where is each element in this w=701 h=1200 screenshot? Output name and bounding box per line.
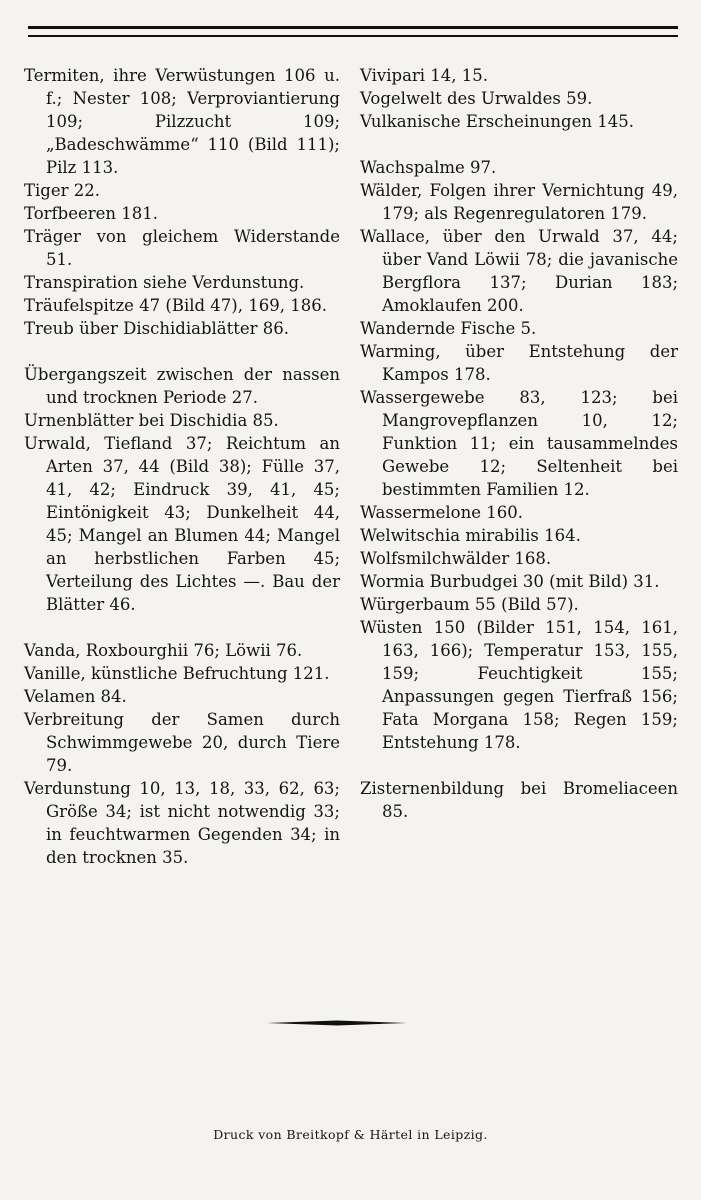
index-entry: Vogelwelt des Urwaldes 59.: [360, 89, 593, 108]
section-gap: [360, 754, 678, 777]
printer-imprint: Druck von Breitkopf & Härtel in Leipzig.: [213, 1127, 488, 1142]
index-entry: Urnenblätter bei Dischidia 85.: [24, 411, 279, 430]
header-rule-thin: [28, 35, 678, 37]
index-entry: Wormia Burbudgei 30 (mit Bild) 31.: [360, 572, 660, 591]
end-ornament-rule: [267, 1020, 407, 1024]
index-entry: Tiger 22.: [24, 181, 100, 200]
index-entry: Torfbeeren 181.: [24, 204, 159, 223]
index-entry: Warming, über Entstehung der Kampos 178.: [360, 342, 678, 384]
index-entry: Verbreitung der Samen durch Schwimmgewebe 20, durch Tiere 79.: [24, 710, 340, 775]
index-entry: Wälder, Folgen ihrer Vernichtung 49, 179; als Regenregulatoren 179.: [360, 181, 678, 223]
section-gap: [24, 340, 340, 363]
index-entry: Transpiration siehe Verdunstung.: [24, 273, 305, 292]
index-entry: Wallace, über den Urwald 37, 44; über Vand Löwii 78; die javanische Bergflora 137; Durian 183; Amoklaufen 200.: [360, 227, 678, 315]
index-column-left: [24, 64, 340, 869]
index-entry: Vulkanische Erscheinungen 145.: [360, 112, 634, 131]
index-entry: Wandernde Fische 5.: [360, 319, 537, 338]
index-entry: Träger von gleichem Widerstande 51.: [24, 227, 340, 269]
header-rule-thick: [28, 26, 678, 29]
index-entry: Velamen 84.: [24, 687, 127, 706]
index-entry: Vivipari 14, 15.: [360, 66, 489, 85]
section-gap: [24, 616, 340, 639]
index-entry: Wolfsmilchwälder 168.: [360, 549, 552, 568]
index-entry: Verdunstung 10, 13, 18, 33, 62, 63; Größe 34; ist nicht notwendig 33; in feuchtwarmen Gegenden 34; in den trocknen 35.: [24, 779, 340, 867]
section-gap: [360, 133, 678, 156]
index-entry: Urwald, Tiefland 37; Reichtum an Arten 37, 44 (Bild 38); Fülle 37, 41, 42; Eindruck 39, 41, 45; Eintönigkeit 43; Dunkelheit 44, 45; Mangel an Blumen 44; Mangel an herbstlichen Farben 45; Verteilung des Lichtes —. Bau der Blätter 46.: [24, 434, 340, 614]
index-entry: Übergangszeit zwischen der nassen und trocknen Periode 27.: [24, 365, 340, 407]
index-entry: Träufelspitze 47 (Bild 47), 169, 186.: [24, 296, 327, 315]
index-entry: Welwitschia mirabilis 164.: [360, 526, 581, 545]
index-entry: Vanille, künstliche Befruchtung 121.: [24, 664, 330, 683]
index-entry: Zisternenbildung bei Bromeliaceen 85.: [360, 779, 678, 821]
index-entry: Wüsten 150 (Bilder 151, 154, 161, 163, 166); Temperatur 153, 155, 159; Feuchtigkeit 155; Anpassungen gegen Tierfraß 156; Fata Morgana 158; Regen 159; Entstehung 178.: [360, 618, 678, 752]
index-column-right: [360, 64, 678, 823]
index-entry: Wassermelone 160.: [360, 503, 523, 522]
index-entry: Treub über Dischidiablätter 86.: [24, 319, 290, 338]
index-entry: Würgerbaum 55 (Bild 57).: [360, 595, 579, 614]
index-entry: Termiten, ihre Verwüstungen 106 u. f.; Nester 108; Verproviantierung 109; Pilzzucht 109; „Badeschwämme“ 110 (Bild 111); Pilz 113.: [24, 66, 340, 177]
index-entry: Wachspalme 97.: [360, 158, 497, 177]
index-entry: Wassergewebe 83, 123; bei Mangrovepflanzen 10, 12; Funktion 11; ein tausammelndes Gewebe 12; Seltenheit bei bestimmten Familien 12.: [360, 388, 678, 499]
index-entry: Vanda, Roxbourghii 76; Löwii 76.: [24, 641, 303, 660]
